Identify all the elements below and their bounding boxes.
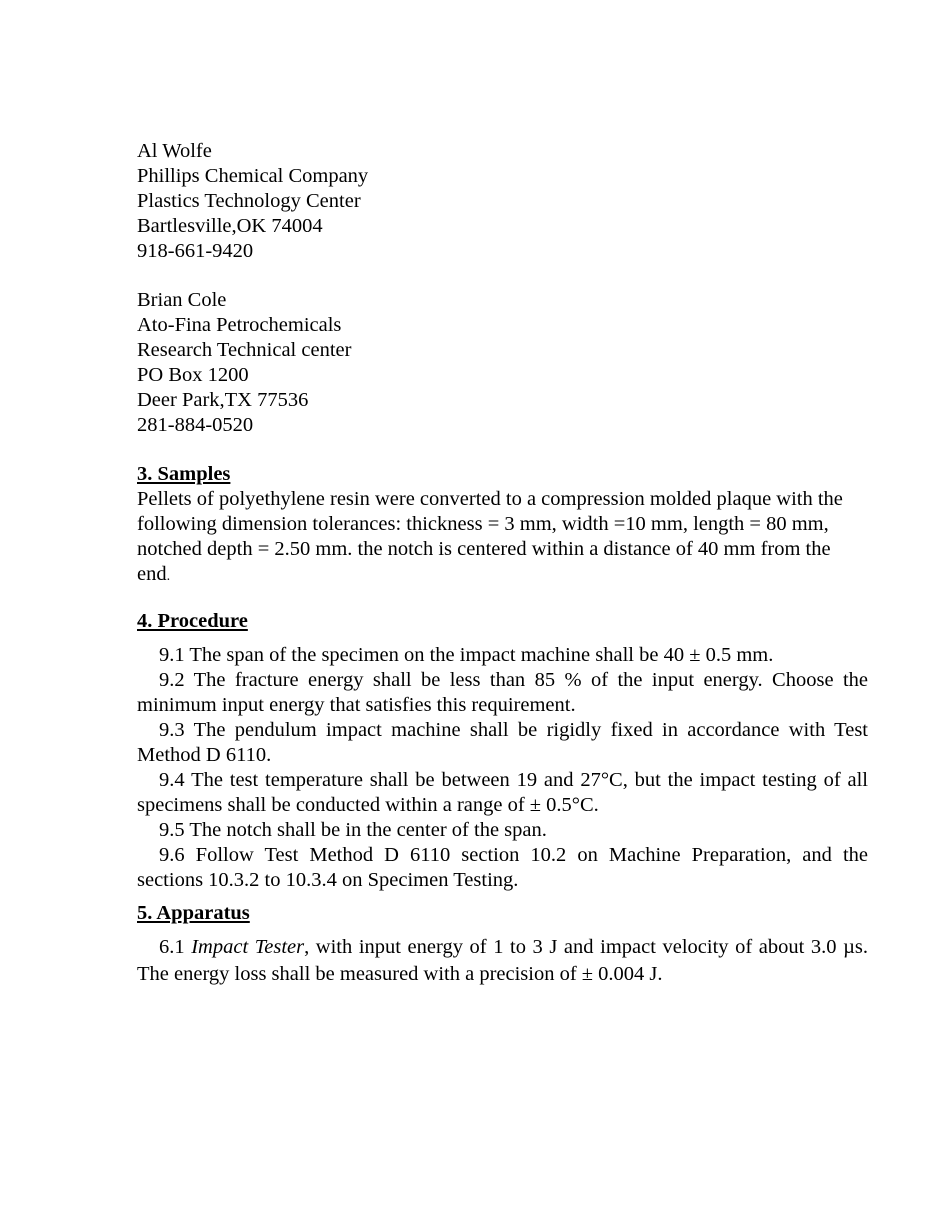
contact-block-wolfe <box>137 139 868 264</box>
apparatus-item-text: , with input energy of 1 to 3 J and impact velocity of about 3.0 µs. The energy loss shall be measured with a precision of ± 0.004 J. <box>137 936 869 985</box>
section-procedure <box>137 609 868 893</box>
contact-name: Brian Cole <box>137 289 227 311</box>
procedure-item-9-4: 9.4 The test temperature shall be between 19 and 27°C, but the impact testing of all specimens shall be conducted within a range of ± 0.5°C. <box>137 769 868 816</box>
contact-phone: 281-884-0520 <box>137 414 254 436</box>
apparatus-item-number: 6.1 <box>159 936 185 958</box>
section-apparatus <box>137 901 868 988</box>
contact-phone: 918-661-9420 <box>137 240 254 262</box>
contact-city: Bartlesville,OK 74004 <box>137 215 323 237</box>
samples-text: Pellets of polyethylene resin were converted to a compression molded plaque with the following dimension tolerances: thickness = 3 mm, width =10 mm, length = 80 mm, notched depth = 2.50 mm. the notch is centered within a distance of 40 mm from the end <box>137 488 843 585</box>
procedure-item-9-2: 9.2 The fracture energy shall be less than 85 % of the input energy. Choose the minimum input energy that satisfies this requirement. <box>137 669 868 716</box>
apparatus-item-term: Impact Tester <box>191 936 305 958</box>
contact-block-cole <box>137 288 868 438</box>
section-heading-procedure: 4. Procedure <box>137 610 248 632</box>
section-samples <box>137 462 868 589</box>
contact-department: Plastics Technology Center <box>137 190 361 212</box>
contact-name: Al Wolfe <box>137 140 212 162</box>
procedure-item-9-5: 9.5 The notch shall be in the center of the span. <box>159 819 547 841</box>
section-heading-apparatus: 5. Apparatus <box>137 902 250 924</box>
contact-city: Deer Park,TX 77536 <box>137 389 309 411</box>
contact-address: PO Box 1200 <box>137 364 249 386</box>
samples-paragraph <box>137 487 868 589</box>
procedure-item-9-3: 9.3 The pendulum impact machine shall be rigidly fixed in accordance with Test Method D 6110. <box>137 719 868 766</box>
apparatus-item-6-1 <box>137 934 868 988</box>
section-heading-samples: 3. Samples <box>137 463 231 485</box>
procedure-item-9-1: 9.1 The span of the specimen on the impact machine shall be 40 ± 0.5 mm. <box>159 644 774 666</box>
samples-end-mark: . <box>166 569 171 584</box>
contact-company: Phillips Chemical Company <box>137 165 369 187</box>
contact-department: Research Technical center <box>137 339 352 361</box>
contact-company: Ato-Fina Petrochemicals <box>137 314 342 336</box>
document-page <box>137 139 868 988</box>
procedure-item-9-6: 9.6 Follow Test Method D 6110 section 10.2 on Machine Preparation, and the sections 10.3.2 to 10.3.4 on Specimen Testing. <box>137 844 868 891</box>
